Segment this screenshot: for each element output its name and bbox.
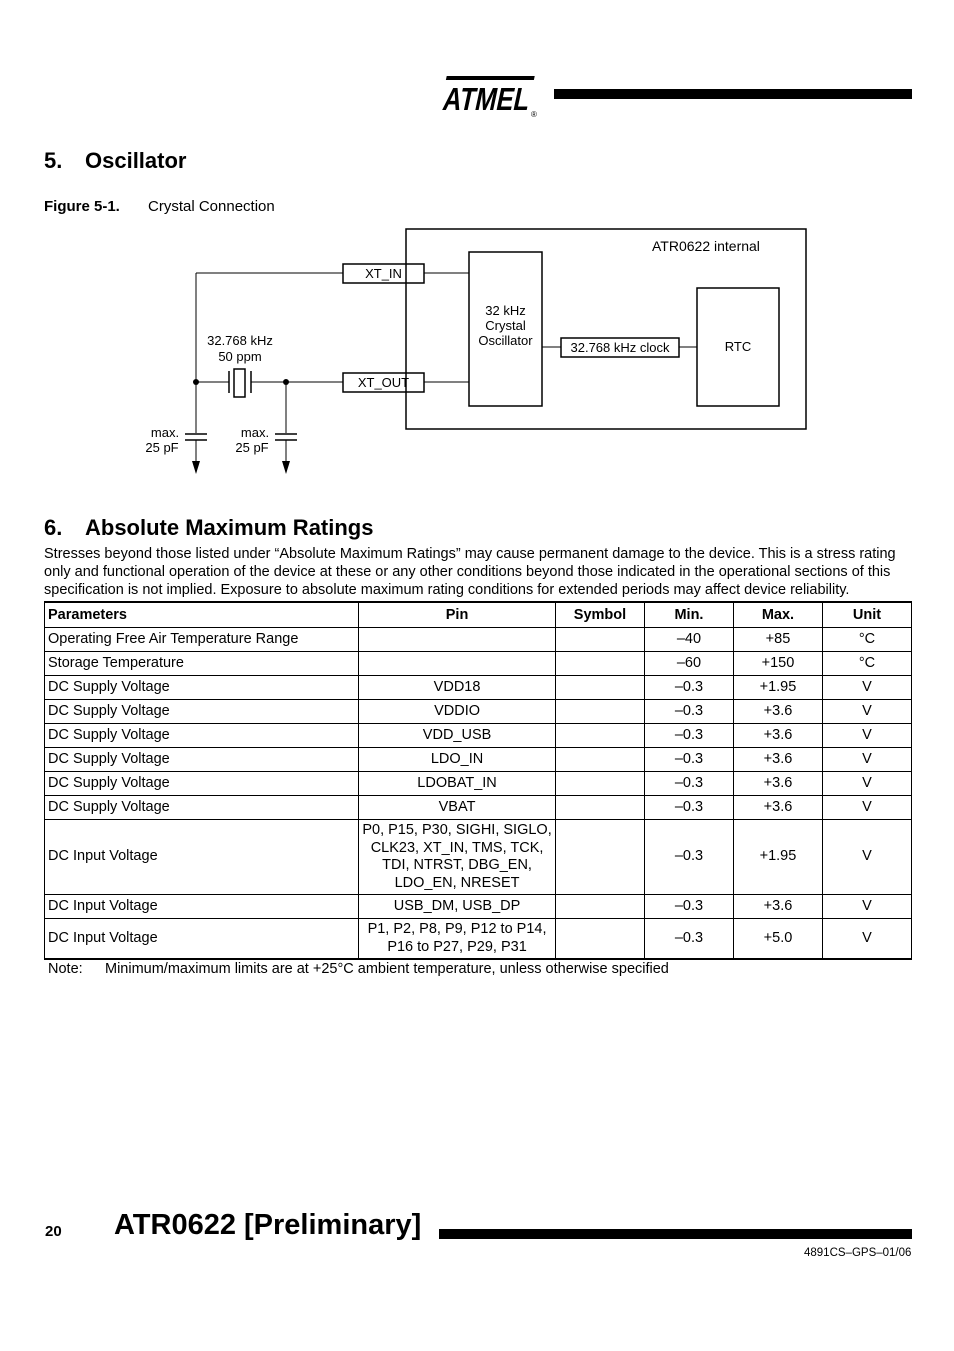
rtc-box bbox=[697, 288, 779, 406]
cap-left-label-2: 25 pF bbox=[145, 440, 179, 455]
table-row bbox=[45, 772, 912, 796]
page-number: 20 bbox=[45, 1223, 62, 1240]
cell-pin: P0, P15, P30, SIGHI, SIGLO, CLK23, XT_IN, TMS, TCK, TDI, NTRST, DBG_EN, LDO_EN, NRESET bbox=[359, 820, 556, 895]
cell-parameter: DC Supply Voltage bbox=[45, 796, 359, 820]
table-row bbox=[45, 652, 912, 676]
header-min: Min. bbox=[644, 602, 733, 628]
cell-min: –0.3 bbox=[644, 919, 733, 960]
table-note bbox=[48, 961, 669, 977]
table-row bbox=[45, 820, 912, 895]
section-6-number: 6. bbox=[44, 515, 63, 540]
cell-unit: V bbox=[822, 676, 911, 700]
cell-min: –0.3 bbox=[644, 772, 733, 796]
cell-max: +1.95 bbox=[733, 676, 822, 700]
cell-parameter: Operating Free Air Temperature Range bbox=[45, 628, 359, 652]
cell-pin: LDOBAT_IN bbox=[359, 772, 556, 796]
cell-parameter: DC Input Voltage bbox=[45, 919, 359, 960]
cell-pin bbox=[359, 628, 556, 652]
table-row bbox=[45, 895, 912, 919]
document-code: 4891CS–GPS–01/06 bbox=[804, 1247, 912, 1259]
clock-label-box bbox=[561, 338, 679, 357]
cell-symbol bbox=[555, 895, 644, 919]
cell-min: –40 bbox=[644, 628, 733, 652]
cell-pin bbox=[359, 652, 556, 676]
cell-parameter: DC Supply Voltage bbox=[45, 748, 359, 772]
registered-mark: ® bbox=[531, 110, 537, 118]
section-5-number: 5. bbox=[44, 148, 63, 173]
junction-dot-right bbox=[283, 379, 289, 385]
section-6-title: Absolute Maximum Ratings bbox=[85, 515, 374, 540]
cell-unit: V bbox=[822, 700, 911, 724]
clock-label: 32.768 kHz clock bbox=[570, 340, 670, 355]
cell-max: +3.6 bbox=[733, 748, 822, 772]
oscillator-label-1: 32 kHz bbox=[485, 303, 526, 318]
header-parameters: Parameters bbox=[45, 602, 359, 628]
table-row bbox=[45, 628, 912, 652]
note-label: Note: bbox=[48, 961, 83, 977]
cell-parameter: DC Input Voltage bbox=[45, 895, 359, 919]
cell-unit: °C bbox=[822, 628, 911, 652]
cell-max: +3.6 bbox=[733, 895, 822, 919]
table-row bbox=[45, 676, 912, 700]
cell-min: –0.3 bbox=[644, 820, 733, 895]
table-row bbox=[45, 700, 912, 724]
cell-pin: VDD_USB bbox=[359, 724, 556, 748]
header-rule bbox=[554, 89, 912, 99]
cell-symbol bbox=[555, 652, 644, 676]
section-5-heading bbox=[44, 148, 186, 174]
table-header-row bbox=[45, 602, 912, 628]
ground-arrow-left bbox=[192, 461, 200, 474]
document-title: ATR0622 [Preliminary] bbox=[114, 1209, 422, 1241]
figure-caption bbox=[44, 198, 275, 215]
ratings-intro-paragraph: Stresses beyond those listed under “Absolute Maximum Ratings” may cause permanent damage to the device. This is a stress rating only and functional operation of the device at these or any other conditions beyond those indicated in the operational sections of this specification is not implied. Exposure to absolute maximum rating conditions for extended periods may affect device reliability. bbox=[44, 546, 896, 598]
cell-max: +3.6 bbox=[733, 724, 822, 748]
cell-min: –0.3 bbox=[644, 700, 733, 724]
cell-symbol bbox=[555, 628, 644, 652]
footer-rule bbox=[439, 1229, 912, 1239]
xt-in-pin-box bbox=[343, 264, 424, 283]
xt-out-pin-box bbox=[343, 373, 424, 392]
cell-max: +3.6 bbox=[733, 796, 822, 820]
table-row bbox=[45, 748, 912, 772]
cell-min: –0.3 bbox=[644, 895, 733, 919]
cell-max: +1.95 bbox=[733, 820, 822, 895]
cell-parameter: DC Supply Voltage bbox=[45, 724, 359, 748]
oscillator-label-2: Crystal bbox=[485, 318, 526, 333]
cell-max: +5.0 bbox=[733, 919, 822, 960]
cell-min: –0.3 bbox=[644, 748, 733, 772]
header-max: Max. bbox=[733, 602, 822, 628]
cell-symbol bbox=[555, 820, 644, 895]
cell-min: –0.3 bbox=[644, 676, 733, 700]
cell-parameter: DC Supply Voltage bbox=[45, 700, 359, 724]
crystal-symbol bbox=[229, 369, 251, 397]
cell-min: –0.3 bbox=[644, 796, 733, 820]
cell-pin: P1, P2, P8, P9, P12 to P14, P16 to P27, P29, P31 bbox=[359, 919, 556, 960]
cell-parameter: Storage Temperature bbox=[45, 652, 359, 676]
ground-arrow-right bbox=[282, 461, 290, 474]
absolute-maximum-ratings-table bbox=[44, 601, 912, 960]
cell-parameter: DC Supply Voltage bbox=[45, 676, 359, 700]
crystal-label-2: 50 ppm bbox=[218, 349, 262, 364]
cell-max: +3.6 bbox=[733, 772, 822, 796]
junction-dot-left bbox=[193, 379, 199, 385]
cell-symbol bbox=[555, 724, 644, 748]
cell-min: –60 bbox=[644, 652, 733, 676]
logo-text: ATMEL bbox=[440, 81, 540, 117]
cell-pin: USB_DM, USB_DP bbox=[359, 895, 556, 919]
cell-parameter: DC Supply Voltage bbox=[45, 772, 359, 796]
cell-unit: V bbox=[822, 820, 911, 895]
cell-min: –0.3 bbox=[644, 724, 733, 748]
cell-symbol bbox=[555, 700, 644, 724]
cell-unit: °C bbox=[822, 652, 911, 676]
cell-parameter: DC Input Voltage bbox=[45, 820, 359, 895]
table-row bbox=[45, 796, 912, 820]
cell-pin: VBAT bbox=[359, 796, 556, 820]
cell-pin: VDDIO bbox=[359, 700, 556, 724]
cell-unit: V bbox=[822, 895, 911, 919]
figure-label: Figure 5-1. bbox=[44, 198, 120, 215]
atr0622-internal-box bbox=[406, 229, 806, 429]
cell-unit: V bbox=[822, 748, 911, 772]
note-text: Minimum/maximum limits are at +25°C ambient temperature, unless otherwise specified bbox=[105, 961, 669, 977]
cap-left-label-1: max. bbox=[150, 425, 180, 440]
capacitor-left bbox=[185, 434, 207, 462]
cell-unit: V bbox=[822, 796, 911, 820]
internal-label: ATR0622 internal bbox=[652, 238, 760, 254]
cap-right-label-2: 25 pF bbox=[235, 440, 269, 455]
oscillator-label-3: Oscillator bbox=[478, 333, 533, 348]
header-unit: Unit bbox=[822, 602, 911, 628]
cap-right-label-1: max. bbox=[240, 425, 270, 440]
rtc-label: RTC bbox=[724, 339, 752, 354]
cell-symbol bbox=[555, 676, 644, 700]
capacitor-right bbox=[275, 434, 297, 462]
crystal-label-1: 32.768 kHz bbox=[207, 333, 273, 348]
table-row bbox=[45, 724, 912, 748]
cell-max: +85 bbox=[733, 628, 822, 652]
table-row bbox=[45, 919, 912, 960]
cell-symbol bbox=[555, 748, 644, 772]
atmel-logo bbox=[440, 70, 540, 118]
cell-pin: VDD18 bbox=[359, 676, 556, 700]
cell-symbol bbox=[555, 796, 644, 820]
cell-symbol bbox=[555, 772, 644, 796]
cell-pin: LDO_IN bbox=[359, 748, 556, 772]
cell-unit: V bbox=[822, 772, 911, 796]
xt-out-label: XT_OUT bbox=[357, 375, 410, 390]
xt-in-label: XT_IN bbox=[365, 266, 402, 281]
cell-unit: V bbox=[822, 724, 911, 748]
section-6-heading bbox=[44, 515, 373, 541]
oscillator-box bbox=[469, 252, 542, 406]
cell-symbol bbox=[555, 919, 644, 960]
header-symbol: Symbol bbox=[555, 602, 644, 628]
header-pin: Pin bbox=[359, 602, 556, 628]
cell-unit: V bbox=[822, 919, 911, 960]
cell-max: +150 bbox=[733, 652, 822, 676]
cell-max: +3.6 bbox=[733, 700, 822, 724]
section-5-title: Oscillator bbox=[85, 148, 187, 173]
figure-title: Crystal Connection bbox=[148, 198, 275, 215]
